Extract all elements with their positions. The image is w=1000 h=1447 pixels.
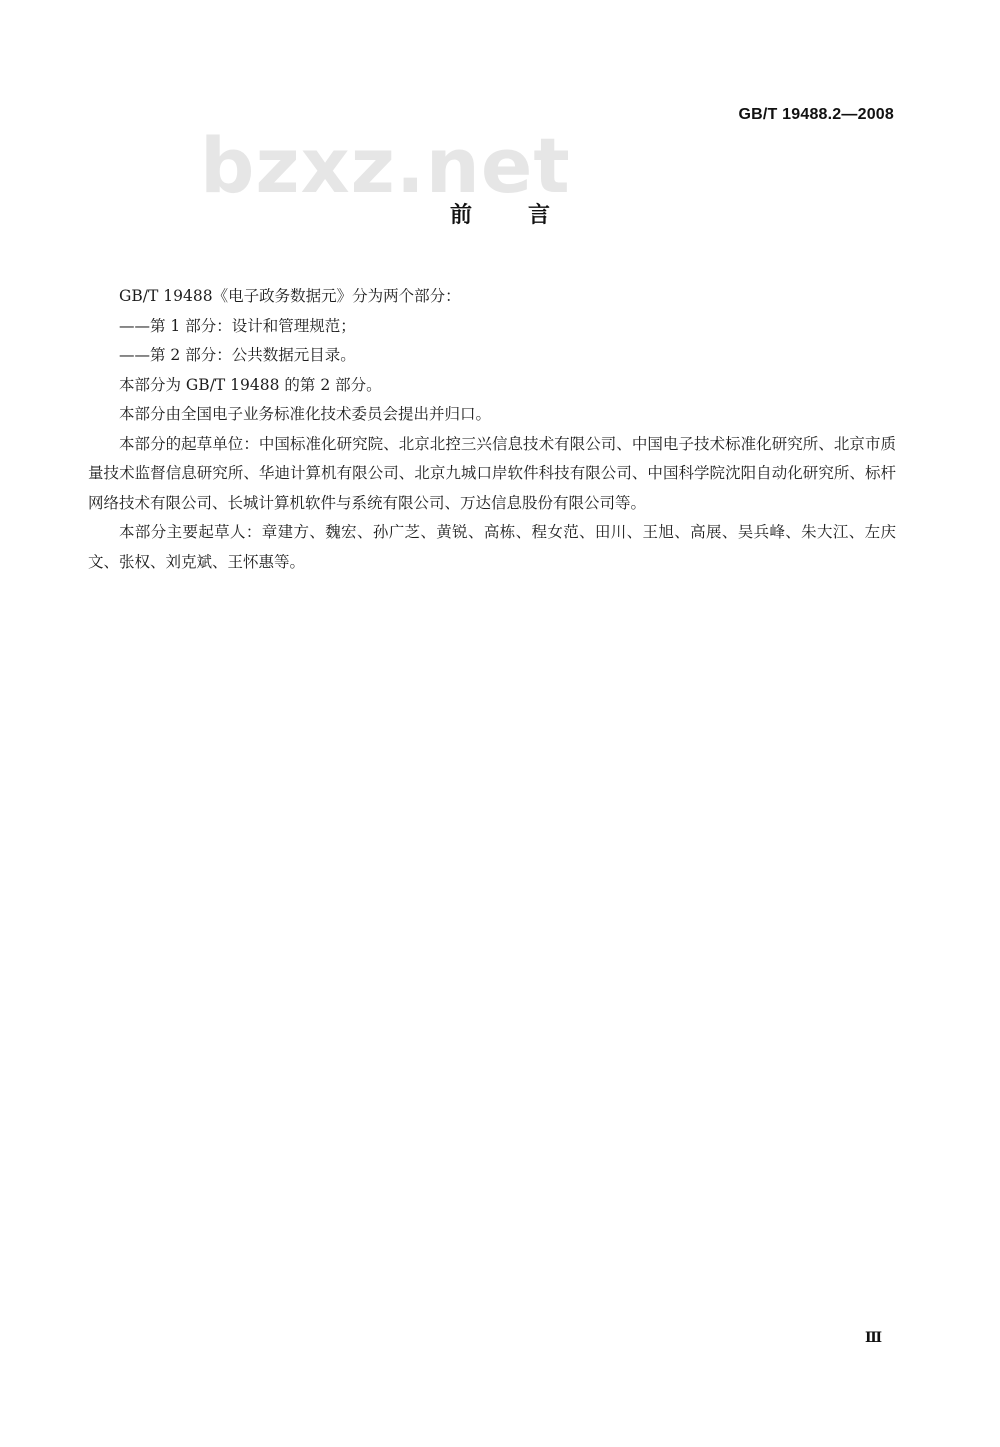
list-item-part1: ——第 1 部分：设计和管理规范；: [119, 316, 356, 335]
paragraph-drafting-units: 本部分的起草单位：中国标准化研究院、北京北控三兴信息技术有限公司、中国电子技术标准化研究所、北京市质量技术监督信息研究所、华迪计算机有限公司、北京九城口岸软件科技有限公司、中国科学院沈阳自动化研究所、标杆网络技术有限公司、长城计算机软件与系统有限公司、万达信息股份有限公司等。: [88, 434, 896, 512]
watermark-logo: bzxz.net: [200, 121, 571, 210]
list-item-part2: ——第 2 部分：公共数据元目录。: [119, 346, 356, 364]
paragraph-proposed-by: 本部分由全国电子业务标准化技术委员会提出并归口。: [119, 405, 492, 423]
page-title: 前言: [449, 203, 606, 228]
paragraph-parts-intro: GB/T 19488《电子政务数据元》分为两个部分：: [119, 287, 461, 305]
foreword-body: [88, 282, 896, 577]
paragraph-drafters: 本部分主要起草人：章建方、魏宏、孙广芝、黄锐、高栋、程女范、田川、王旭、高展、吴兵峰、朱大江、左庆文、张权、刘克斌、王怀惠等。: [88, 523, 896, 571]
standard-number: GB/T 19488.2—2008: [738, 106, 894, 123]
page-number: Ⅲ: [864, 1330, 882, 1346]
paragraph-this-part: 本部分为 GB/T 19488 的第 2 部分。: [119, 375, 382, 394]
